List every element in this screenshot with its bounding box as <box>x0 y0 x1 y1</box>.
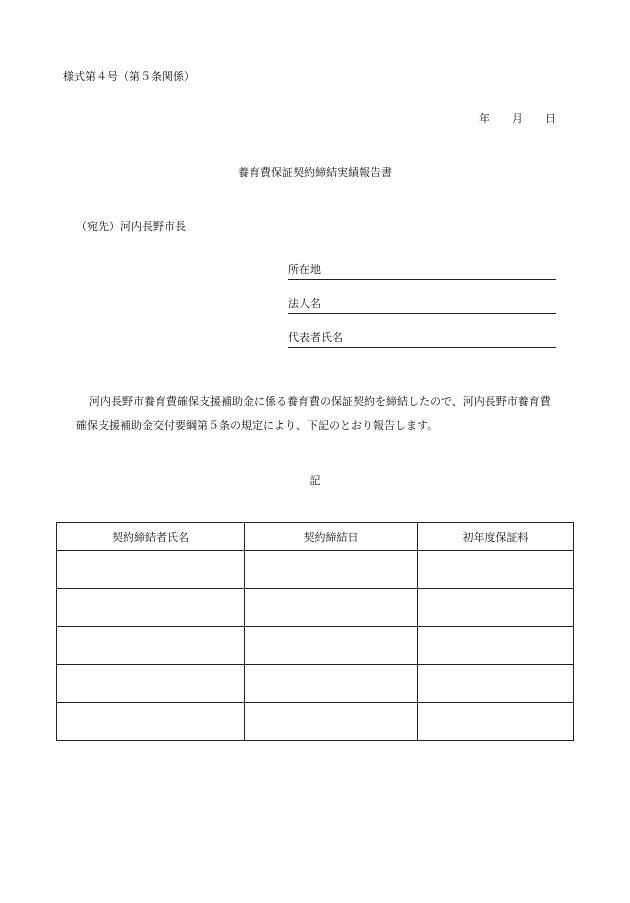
contract-records-table <box>56 522 574 741</box>
cell-contractor-name[interactable] <box>57 703 245 741</box>
cell-first-year-fee[interactable] <box>418 589 574 627</box>
report-body-text: 河内長野市養育費確保支援補助金に係る養育費の保証契約を締結したので、河内長野市養育費確保支援補助金交付要綱第５条の規定により、下記のとおり報告します。 <box>76 395 551 432</box>
table-row <box>57 665 574 703</box>
date-line <box>479 110 556 126</box>
table-row <box>57 551 574 589</box>
cell-contract-date[interactable] <box>245 589 418 627</box>
date-year[interactable]: 年 <box>479 112 490 125</box>
representative-name-field[interactable] <box>288 331 556 348</box>
cell-first-year-fee[interactable] <box>418 551 574 589</box>
table-header-row <box>57 523 574 551</box>
table-row <box>57 703 574 741</box>
ki-heading: 記 <box>309 474 321 487</box>
date-day[interactable]: 日 <box>545 112 556 125</box>
table-row <box>57 627 574 665</box>
cell-first-year-fee[interactable] <box>418 627 574 665</box>
cell-contract-date[interactable] <box>245 551 418 589</box>
header-contractor-name: 契約締結者氏名 <box>57 523 245 551</box>
date-month[interactable]: 月 <box>512 112 523 125</box>
cell-contract-date[interactable] <box>245 703 418 741</box>
address-label: 所在地 <box>288 263 321 276</box>
cell-first-year-fee[interactable] <box>418 665 574 703</box>
address-field[interactable] <box>288 263 556 280</box>
cell-first-year-fee[interactable] <box>418 703 574 741</box>
cell-contract-date[interactable] <box>245 665 418 703</box>
cell-contractor-name[interactable] <box>57 589 245 627</box>
corporation-name-label: 法人名 <box>288 297 321 310</box>
document-title: 養育費保証契約締結実績報告書 <box>238 166 392 179</box>
cell-contractor-name[interactable] <box>57 627 245 665</box>
header-contract-date: 契約締結日 <box>245 523 418 551</box>
corporation-name-field[interactable] <box>288 297 556 314</box>
header-first-year-fee: 初年度保証料 <box>418 523 574 551</box>
addressee: （宛先）河内長野市長 <box>76 220 186 233</box>
table-row <box>57 589 574 627</box>
cell-contract-date[interactable] <box>245 627 418 665</box>
cell-contractor-name[interactable] <box>57 551 245 589</box>
form-number: 様式第４号（第５条関係） <box>63 70 195 83</box>
representative-name-label: 代表者氏名 <box>288 331 343 344</box>
cell-contractor-name[interactable] <box>57 665 245 703</box>
